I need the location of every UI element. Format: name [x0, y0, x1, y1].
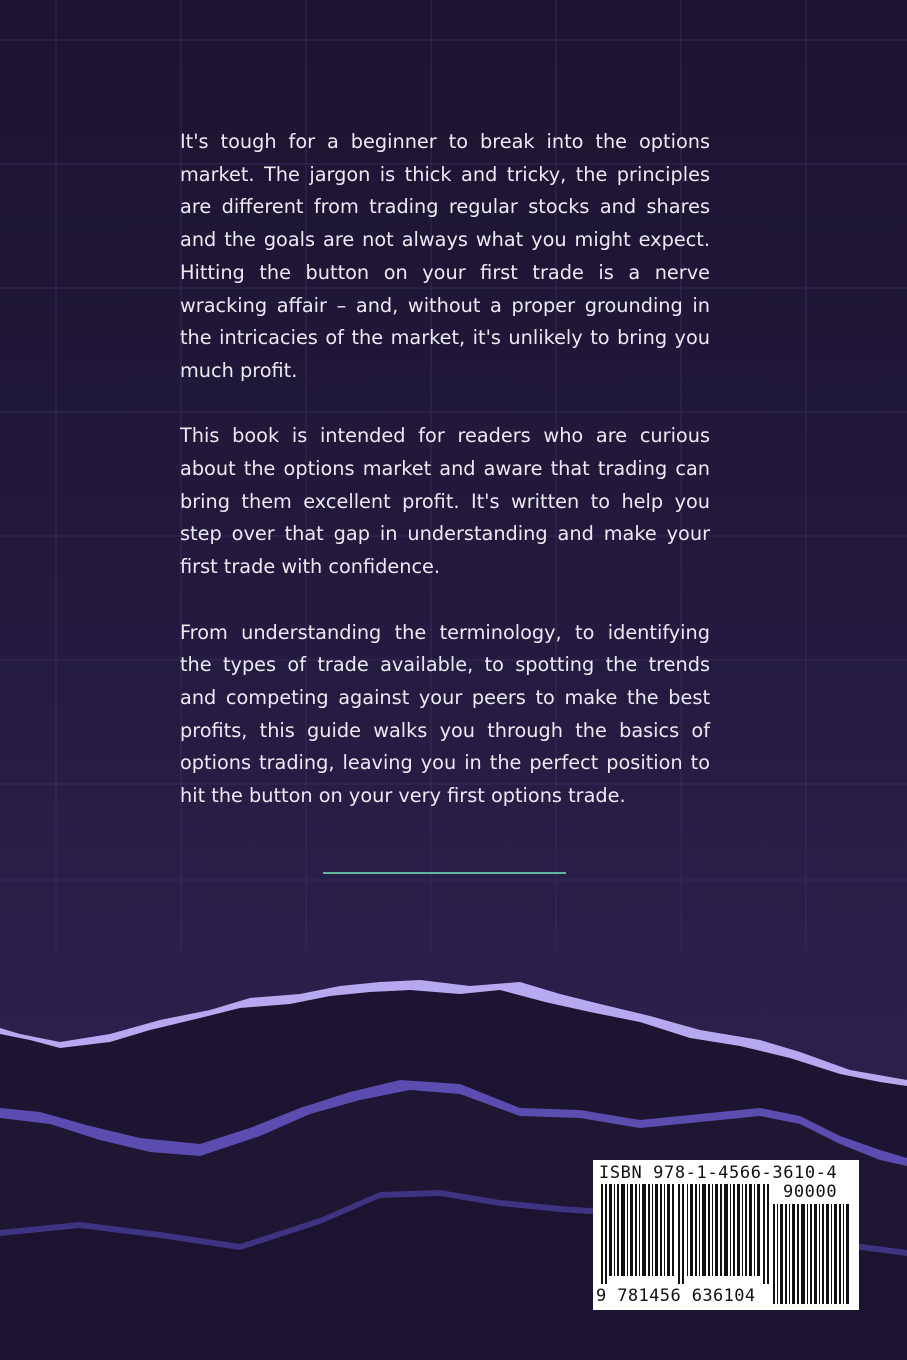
blurb-paragraph-1: It's tough for a beginner to break into the options market. The jargon is thick and tricky, the principles are different from trading regular stocks and shares and the goals are not always what you might expect. Hitting the button on your first trade is a nerve wracking affair – and, without a proper grounding in the intricacies of the market, it's unlikely to bring you much profit.: [180, 130, 710, 382]
barcode-bars-main: [599, 1184, 771, 1284]
barcode-bars-addon: [771, 1204, 853, 1304]
back-cover-blurb: [180, 126, 710, 813]
blurb-paragraph-3: From understanding the terminology, to identifying the types of trade available, to spotting the trends and competing against your peers to make the best profits, this guide walks you through the basics of options trading, leaving you in the perfect position to hit the button on your very first options trade.: [180, 620, 710, 808]
price-addon-label: 90000: [783, 1182, 838, 1202]
isbn-barcode: [593, 1160, 859, 1310]
blurb-paragraph-2: This book is intended for readers who are curious about the options market and aware that trading can bring them excellent profit. It's written to help you step over that gap in understanding and make your first trade with confidence.: [180, 424, 710, 579]
ean-number: 9 781456 636104: [596, 1286, 756, 1306]
isbn-label: ISBN 978-1-4566-3610-4: [599, 1163, 838, 1183]
accent-divider: [323, 872, 566, 874]
